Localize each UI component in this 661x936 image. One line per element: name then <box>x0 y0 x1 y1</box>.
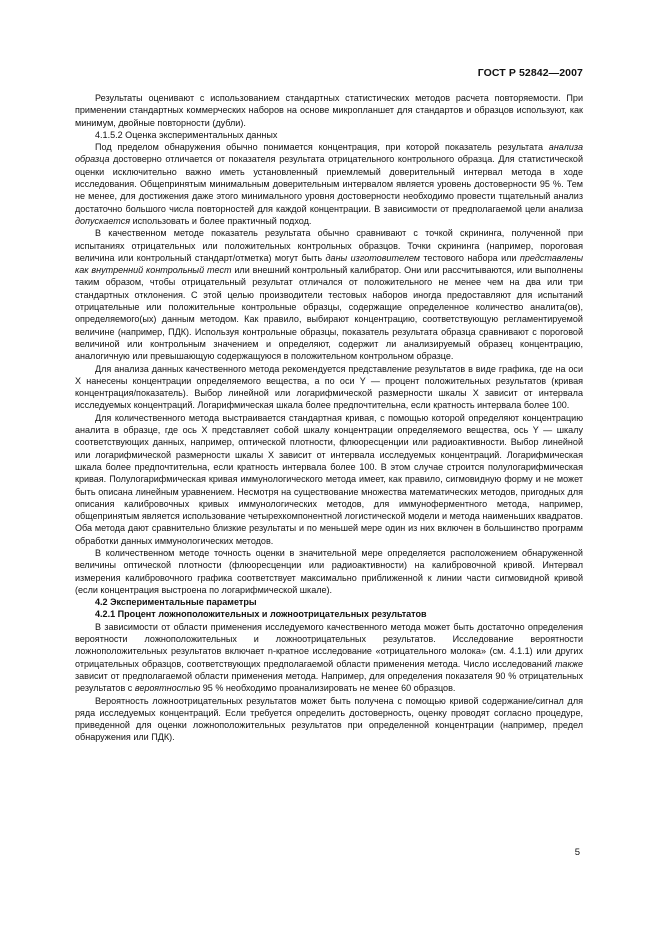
section-heading-4-2-1: 4.2.1 Процент ложноположительных и ложноотрицательных результатов <box>95 609 427 620</box>
paragraph-repeatability: Результаты оценивают с использованием стандартных статистических методов расчета повторяемости. При применении стандартных коммерческих наборов на основе микропланшет для стандартов и образцов используют, как минимум, двойные повторности (дубли). <box>75 93 583 128</box>
paragraph-false-negative: Вероятность ложноотрицательных результатов может быть получена с помощью кривой содержание/сигнал для ряда исследуемых концентраций. Если требуется определить достоверность, оценку проводят согласно процедуре, приведенной для оценки ложноположительных результатов при определенной концентрации (например, предел обнаружения или ПДК). <box>75 695 583 743</box>
paragraph-detection-limit: Под пределом обнаружения обычно понимается концентрация, при которой показатель результата анализа образца достоверно отличается от показателя результата отрицательного контрольного образца. Для статистической оценки исключительно важно иметь установленный приемлемый доверительный интервал метода в ходе исследования. Общепринятым минимальным доверительным интервалом является уровень достоверности 95 %. Тем не менее, для достижения даже этого минимального уровня достоверности необходимо провести тщательный анализ достаточно большого числа повторностей для каждой концентрации. В зависимости от предполагаемой цели анализа допускается использовать и более практичный подход. <box>75 142 583 226</box>
paragraph-false-positive: В зависимости от области применения исследуемого качественного метода может быть достаточно определения вероятности ложноположительных и ложноотрицательных результатов. Исследование вероятности ложноположительных результатов включает n-кратное исследование «отрицательного молока» (см. 4.1.1) или других отрицательных образцов, соответствующих предполагаемой области применения метода. Число исследований также зависит от предполагаемой области применения метода. Например, для определения показателя 90 % отрицательных результатов с вероятностью 95 % необходимо проанализировать не менее 60 образцов. <box>75 621 583 694</box>
paragraph-qualitative-graph: Для анализа данных качественного метода рекомендуется представление результатов в виде графика, где на оси X нанесены концентрации определяемого вещества, а по оси Y — процент положительных результатов (кривая концентрация/показатель). Выбор линейной или логарифмической размерности шкалы X зависит от интервала исследуемых концентраций. Логарифмическая шкала более предпочтительна, если кратность интервала более 100. <box>75 363 583 411</box>
document-header: ГОСТ Р 52842—2007 <box>477 67 583 79</box>
subsection-heading-4-1-5-2: 4.1.5.2 Оценка экспериментальных данных <box>95 129 278 140</box>
paragraph-qualitative-screening: В качественном методе показатель результата обычно сравнивают с точкой скрининга, полученной при испытаниях отрицательных или положительных контрольных образцов. Точки скрининга (например, пороговая величина или контрольный стандарт/отметка) могут быть даны изготовителем тестового набора или представлены как внутренний контрольный тест или внешний контрольный калибратор. Они или рассчитываются, или выполнены таким образом, чтобы отрицательный результат отличался от положительного не менее чем на два или три стандартных отклонения. С этой целью производители тестовых наборов иногда предоставляют для испытаний отрицательные или положительные контрольные образцы, содержащие определенное количество аналита(ов), определяемого(ых) данным методом. Как правило, выбирают концентрацию, соответствующую регламентируемой величине (например, ПДК). Используя контрольные образцы, показатель результата образца сравнивают с пороговой величиной или контрольным значением и определяют, содержит ли анализируемый образец концентрацию, аналогичную или превышающую содержащуюся в положительном контрольном образце. <box>75 228 584 362</box>
paragraph-quantitative-curve: Для количественного метода выстраивается стандартная кривая, с помощью которой определяют концентрацию аналита в образце, где ось X представляет собой шкалу концентрации определяемого вещества, ось Y — шкалу соответствующих данных, например, оптической плотности, флюоресценции или радиоактивности. Выбор линейной или логарифмической размерности шкалы X зависит от интервала исследуемых концентраций. Логарифмическая шкала более предпочтительна, если кратность интервала более 100. В этом случае строится полулогарифмическая кривая. Полулогарифмическая кривая иммунологического метода имеет, как правило, сигмовидную форму и не может быть описана линейным уравнением. Несмотря на существование множества математических методов, пригодных для описания калибровочных кривых иммунологических методов, для иммуноферментного метода, например, общепринятым является использование четырехкомпонентной логистической модели и метода наименьших квадратов. Оба метода дают сравнительно близкие результаты и по меньшей мере один из них включен в большинство программ обработки данных иммунологических методов. <box>75 412 583 546</box>
document-body <box>75 92 583 744</box>
page-number: 5 <box>574 847 580 858</box>
section-heading-4-2: 4.2 Экспериментальные параметры <box>95 597 257 608</box>
paragraph-quantitative-precision: В количественном методе точность оценки в значительной мере определяется расположением обнаруженной величины оптической плотности (флюоресценции или радиоактивности) на калибровочной кривой. Интервал измерения калибровочного графика соответствует максимально приближенной к линии части сигмовидной кривой (если концентрация выстроена по логарифмической шкале). <box>75 547 583 595</box>
